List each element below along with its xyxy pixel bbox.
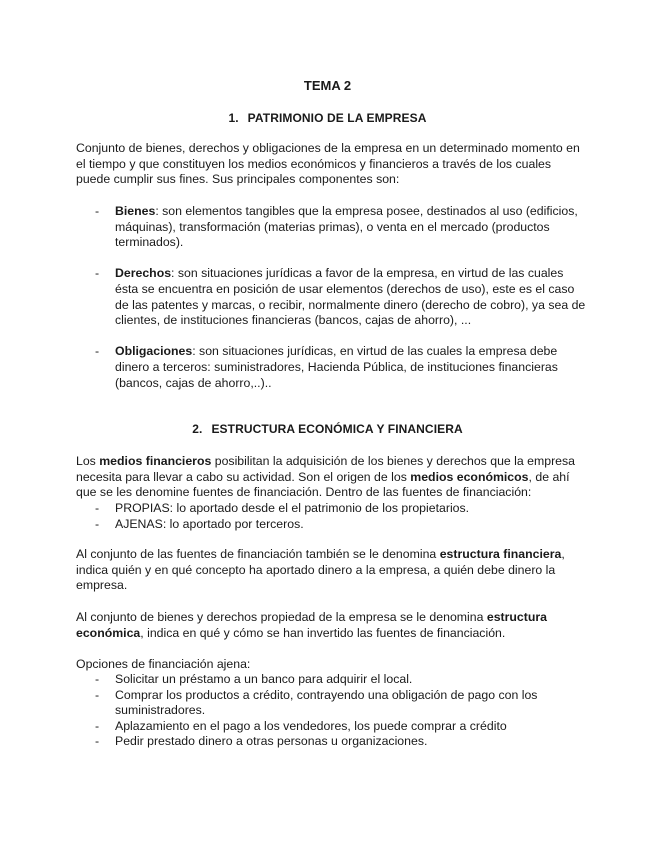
list-item (76, 688, 586, 719)
text-span: Al conjunto de las fuentes de financiación también se le denomina (76, 547, 440, 561)
list-item (76, 672, 586, 688)
section-2-paragraph-1 (76, 454, 586, 501)
list-item (76, 204, 586, 251)
bullet-dash: - (95, 718, 100, 733)
bullet-dash: - (95, 344, 100, 359)
financing-sources-list (76, 501, 586, 532)
document-title: TEMA 2 (303, 78, 352, 93)
option-text: Pedir prestado dinero a otras personas u organizaciones. (115, 734, 428, 749)
option-text: Solicitar un préstamo a un banco para adquirir el local. (115, 672, 413, 686)
section-2-number: 2. (192, 422, 203, 436)
source-text: PROPIAS: lo aportado desde el el patrimonio de los propietarios. (115, 501, 470, 515)
term-medios-financieros: medios financieros (99, 454, 212, 468)
section-2-paragraph-3 (76, 610, 586, 641)
option-text: Aplazamiento en el pago a los vendedores, los puede comprar a crédito (115, 718, 507, 733)
source-text: AJENAS: lo aportado por terceros. (115, 516, 304, 531)
text-span: , indica quién y en qué concepto ha aportado dinero a la empresa, a quién debe dinero la empresa. (76, 547, 565, 593)
section-2-title: ESTRUCTURA ECONÓMICA Y FINANCIERA (211, 422, 463, 436)
term-medios-economicos: medios económicos (410, 469, 529, 484)
section-1-intro: Conjunto de bienes, derechos y obligaciones de la empresa en un determinado momento en el tiempo y que constituyen los medios económicos y financieros a través de los cuales puede cumplir sus fines. Sus principales componentes son: (76, 141, 580, 187)
list-item (76, 719, 586, 735)
list-item (76, 517, 586, 533)
text-span: , indica en qué y cómo se han invertido las fuentes de financiación. (140, 625, 506, 640)
section-1-number: 1. (228, 111, 239, 125)
list-item (76, 501, 586, 517)
text-span: posibilitan la adquisición de los bienes y derechos que la empresa necesita para llevar a cabo su actividad. Son el origen de los (76, 454, 575, 484)
list-item (76, 344, 586, 391)
financing-options-list (76, 672, 586, 750)
list-item (76, 734, 586, 750)
text-span: , de ahí que se les denomine fuentes de financiación. Dentro de las fuentes de financiación: (76, 469, 570, 500)
bullet-dash: - (95, 266, 100, 281)
list-item (76, 266, 586, 328)
section-2-heading (0, 422, 655, 438)
section-2-paragraph-2 (76, 547, 586, 594)
component-term: Bienes (115, 204, 156, 218)
component-term: Derechos (115, 266, 172, 281)
bullet-dash: - (95, 204, 100, 218)
component-text: : son elementos tangibles que la empresa posee, destinados al uso (edificios, máquinas), transformación (materias primas), o venta en el mercado (productos terminados). (115, 204, 578, 250)
components-list (76, 204, 586, 391)
bullet-dash: - (95, 734, 100, 749)
option-text: Comprar los productos a crédito, contrayendo una obligación de pago con los suministradores. (115, 687, 538, 718)
bullet-dash: - (95, 672, 100, 686)
section-1-heading (0, 111, 655, 127)
text-span: Los (76, 454, 100, 468)
section-1-title: PATRIMONIO DE LA EMPRESA (247, 111, 427, 125)
term-estructura-financiera: estructura financiera (439, 547, 562, 561)
component-term: Obligaciones (115, 344, 193, 359)
term-estructura-economica: estructura económica (76, 610, 547, 640)
bullet-dash: - (95, 687, 100, 702)
options-intro: Opciones de financiación ajena: (76, 657, 251, 671)
bullet-dash: - (95, 501, 100, 515)
bullet-dash: - (95, 516, 100, 531)
text-span: Al conjunto de bienes y derechos propiedad de la empresa se le denomina (76, 610, 487, 624)
component-text: : son situaciones jurídicas a favor de la empresa, en virtud de las cuales ésta se encuentra en posición de usar elementos (derechos de uso), este es el caso de las patentes y marcas, o recibir, normalmente dinero (derecho de cobro), ya sea de clientes, de instituciones financieras (bancos, cajas de ahorro), ... (115, 266, 586, 328)
component-text: : son situaciones jurídicas, en virtud de las cuales la empresa debe dinero a terceros: suministradores, Hacienda Pública, de instituciones financieras (bancos, cajas de ahorro,..).. (115, 344, 558, 390)
